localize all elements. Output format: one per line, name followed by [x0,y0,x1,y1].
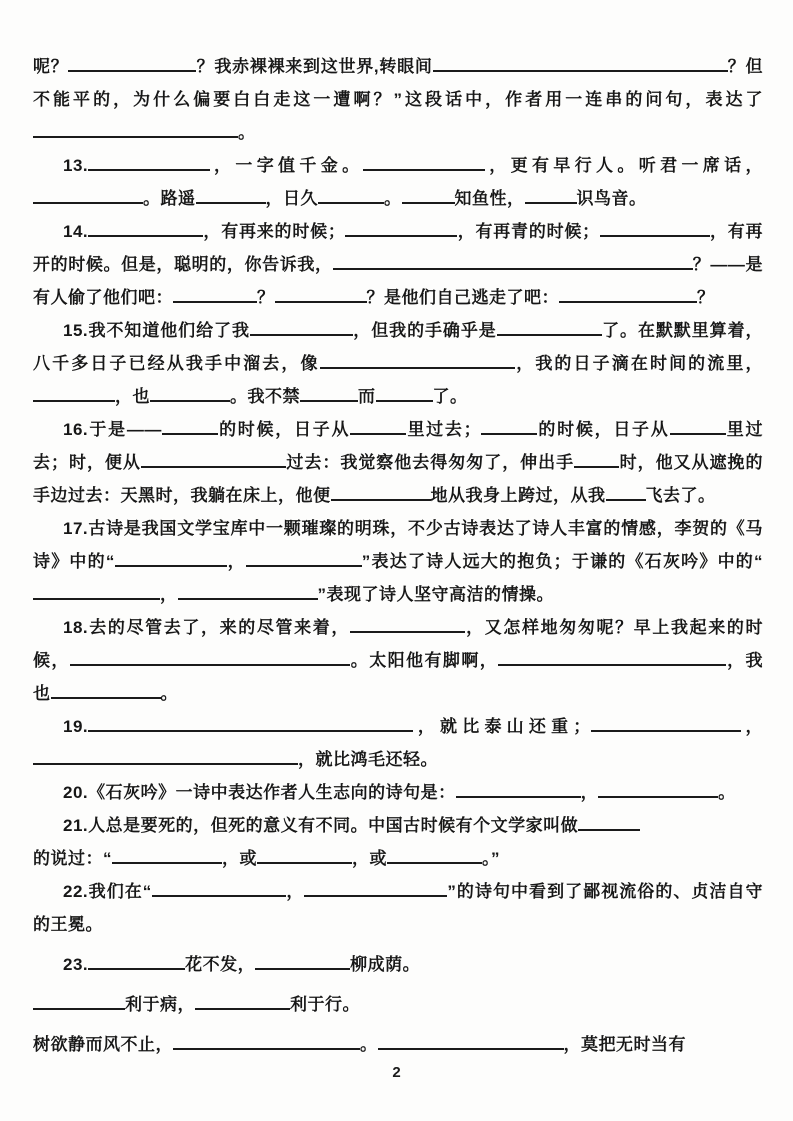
document-body [33,50,763,1061]
fill-blank [350,628,465,633]
fill-blank [497,331,602,336]
item-19: 19. ，就比泰山还重； ，，就比鸿毛还轻。 [33,710,763,776]
fill-blank [33,595,160,600]
fill-blank [250,331,353,336]
fill-blank [574,463,619,468]
fill-blank [275,298,367,303]
fill-blank [246,562,362,567]
fill-blank [33,397,115,402]
fill-blank [115,562,227,567]
fill-blank [141,463,286,468]
fill-blank [150,397,230,402]
fill-blank [363,166,485,171]
item-21: 21.人总是要死的，但死的意义有不同。中国古时候有个文学家叫做 的说过：“ ，或 ，或 。” [33,809,763,875]
fill-blank [525,199,577,204]
fill-blank [578,826,640,831]
fill-blank [88,727,413,732]
fill-blank [33,199,143,204]
fill-blank [173,298,257,303]
fill-blank [70,661,350,666]
fill-blank [173,1045,360,1050]
fill-blank [670,430,726,435]
fill-blank [112,859,222,864]
fill-blank [331,496,431,501]
item-12-continued: 呢？ ？我赤裸裸来到这世界,转眼间 ？但不能平的，为什么偏要白白走这一遭啊？”这段话中，作者用一连串的问句，表达了。 [33,57,763,142]
fill-blank [152,892,286,897]
fill-blank [498,661,726,666]
fill-blank [88,965,185,970]
fill-blank [387,859,482,864]
fill-blank [606,496,646,501]
fill-blank [559,298,697,303]
fill-blank [345,232,457,237]
fill-blank [300,397,358,402]
fill-blank [88,232,203,237]
fill-blank [318,199,384,204]
fill-blank [456,793,581,798]
fill-blank [333,265,693,270]
fill-blank [320,364,515,369]
fill-blank [433,67,728,72]
fill-blank [598,793,718,798]
fill-blank [178,595,318,600]
item-17: 17.古诗是我国文学宝库中一颗璀璨的明珠，不少古诗表达了诗人丰富的情感，李贺的《马诗》中的“ ， ”表达了诗人远大的抱负；于谦的《石灰吟》中的“， ”表现了诗人坚守高洁的情操。 [33,519,764,604]
item-22: 22.我们在“ ， ”的诗句中看到了鄙视流俗的、贞洁自守的王冕。 [33,882,764,934]
fill-blank [304,892,447,897]
item-23-line1: 23. 花不发， 柳成荫。 [63,955,421,974]
fill-blank [33,760,298,765]
item-15: 15.我不知道他们给了我 ，但我的手确乎是 了。在默默里算着，八千多日子已经从我手中溜去，像 ，我的日子滴在时间的流里，，也 。我不禁 而 了。 [33,321,764,406]
fill-blank [88,166,210,171]
fill-blank [68,67,196,72]
fill-blank [350,430,406,435]
item-18: 18.去的尽管去了，来的尽管来着， ，又怎样地匆匆呢？早上我起来的时候， 。太阳他有脚啊， ，我也 。 [33,618,764,703]
fill-blank [481,430,537,435]
fill-blank [376,397,433,402]
fill-blank [402,199,455,204]
item-23-line2: 利于病， 利于行。 [33,988,763,1021]
item-16: 16.于是—— 的时候，日子从 里过去； 的时候，日子从 里过去；时，便从 过去：我觉察他去得匆匆了，伸出手 时，他又从遮挽的手边过去：天黑时，我躺在床上，他便 地从我身上跨过，从我 飞去了。 [33,420,764,505]
item-13: 13. ，一字值千金。 ，更有早行人。听君一席话，。路遥 ，日久 。 知鱼性， 识鸟音。 [33,149,763,215]
item-20: 20.《石灰吟》一诗中表达作者人生志向的诗句是： ， 。 [63,783,736,802]
item-23-line3: 树欲静而风不止， 。 ，莫把无时当有 [33,1035,686,1054]
fill-blank [378,1045,564,1050]
fill-blank [255,965,350,970]
page-number: 2 [392,1064,401,1081]
fill-blank [162,430,218,435]
fill-blank [195,1005,290,1010]
fill-blank [257,859,352,864]
fill-blank [33,1005,125,1010]
fill-blank [33,133,238,138]
fill-blank [196,199,266,204]
fill-blank [51,694,161,699]
fill-blank [600,232,710,237]
item-14: 14. ，有再来的时候； ，有再青的时候； ，有再开的时候。但是，聪明的，你告诉我， ？——是有人偷了他们吧： ？ ？是他们自己逃走了吧： ？ [33,222,764,307]
fill-blank [591,727,741,732]
